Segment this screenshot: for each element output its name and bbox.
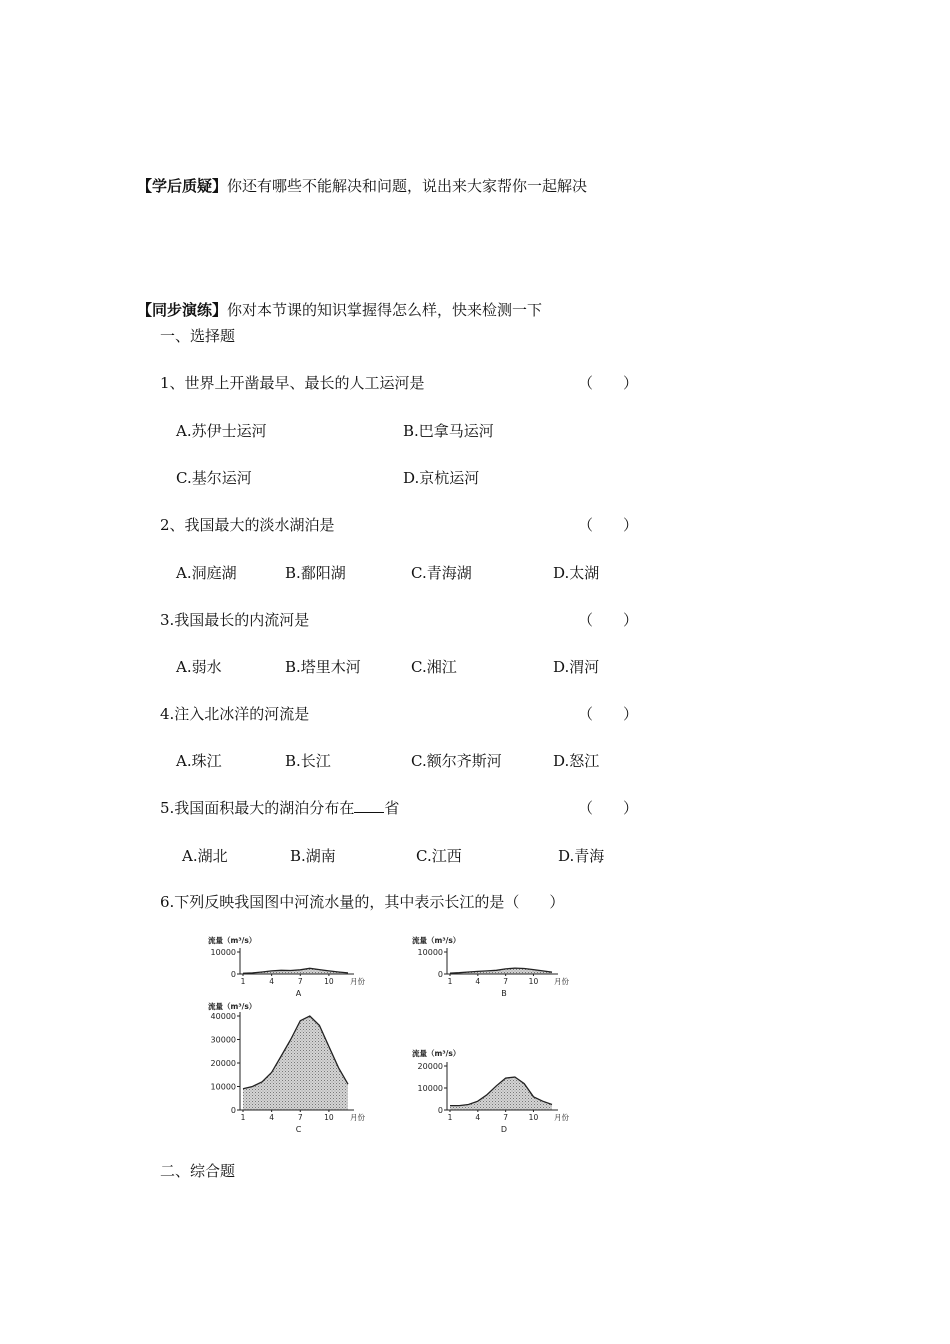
question-5-stem-before: 5.我国面积最大的湖泊分布在 xyxy=(160,799,355,817)
chart-a-x-axis-label: 月份 xyxy=(350,977,365,986)
question-4-option-d: D.怒江 xyxy=(553,752,600,770)
practice-line xyxy=(137,300,542,320)
question-5-stem-after: 省 xyxy=(384,799,400,817)
chart-b xyxy=(412,935,569,998)
chart-a-x-tick-label: 10 xyxy=(324,977,334,986)
question-4-stem: 4.注入北冰洋的河流是 xyxy=(160,705,310,723)
chart-c-line xyxy=(243,1016,348,1089)
section2-title: 二、综合题 xyxy=(160,1162,236,1180)
chart-d-title: D xyxy=(500,1125,508,1134)
chart-d-y-axis-label: 流量（m³/s） xyxy=(412,1049,461,1058)
question-5-option-c: C.江西 xyxy=(416,847,462,865)
chart-c-y-tick-label: 20000 xyxy=(210,1059,236,1068)
question-3-answer-blank: （ ） xyxy=(578,611,639,629)
question-1-option-b: B.巴拿马运河 xyxy=(403,422,494,440)
question-5-option-b: B.湖南 xyxy=(290,847,336,865)
chart-b-area xyxy=(450,968,552,974)
chart-c-area xyxy=(243,1016,348,1110)
chart-c-y-tick-label: 40000 xyxy=(210,1012,236,1021)
chart-a-line xyxy=(243,968,348,973)
question-5-fill-blank xyxy=(354,798,384,813)
question-5-option-a: A.湖北 xyxy=(182,847,228,865)
chart-d xyxy=(412,1048,569,1134)
chart-b-line xyxy=(450,968,552,973)
chart-c-title: C xyxy=(295,1125,302,1134)
question-3-option-d: D.渭河 xyxy=(553,658,600,676)
chart-a-title: A xyxy=(295,989,302,998)
practice-label: 【同步演练】 xyxy=(137,301,228,319)
chart-d-x-tick-label: 7 xyxy=(503,1113,509,1122)
question-4-option-b: B.长江 xyxy=(285,752,331,770)
question-3-option-a: A.弱水 xyxy=(176,658,222,676)
chart-c xyxy=(208,1001,365,1134)
chart-c-y-tick-label: 30000 xyxy=(210,1035,236,1045)
chart-b-title: B xyxy=(501,989,507,998)
chart-c-x-tick-label: 7 xyxy=(297,1113,303,1122)
question-6-stem: 6.下列反映我国图中河流水量的，其中表示长江的是（ ） xyxy=(160,893,565,911)
question-5-stem xyxy=(160,798,399,818)
chart-c-x-tick-label: 1 xyxy=(240,1113,246,1122)
chart-d-x-axis-label: 月份 xyxy=(554,1113,569,1122)
chart-c-y-axis-label: 流量（m³/s） xyxy=(208,1002,257,1011)
chart-d-x-tick-label: 1 xyxy=(447,1113,453,1122)
question-4-answer-blank: （ ） xyxy=(578,705,639,723)
chart-b-x-tick-label: 1 xyxy=(447,977,453,986)
chart-a-y-tick-label: 0 xyxy=(230,970,236,979)
chart-b-x-axis-label: 月份 xyxy=(554,977,569,986)
question-4-option-c: C.额尔齐斯河 xyxy=(411,752,502,770)
chart-a-y-axis-label: 流量（m³/s） xyxy=(208,936,257,945)
chart-d-y-tick-label: 20000 xyxy=(417,1062,443,1071)
chart-d-area xyxy=(450,1077,552,1110)
chart-d-y-tick-label: 10000 xyxy=(417,1084,443,1093)
reflection-line xyxy=(137,176,587,196)
practice-text: 你对本节课的知识掌握得怎么样，快来检测一下 xyxy=(227,301,543,319)
chart-a-x-tick-label: 1 xyxy=(240,977,246,986)
question-2-answer-blank: （ ） xyxy=(578,516,639,534)
chart-b-x-tick-label: 10 xyxy=(528,977,539,986)
question-1-stem: 1、世界上开凿最早、最长的人工运河是 xyxy=(160,374,425,392)
section1-title: 一、选择题 xyxy=(160,327,236,345)
chart-d-x-tick-label: 10 xyxy=(528,1113,539,1122)
chart-a-y-tick-label: 10000 xyxy=(210,948,236,957)
chart-a xyxy=(208,935,365,998)
question-2-option-d: D.太湖 xyxy=(553,564,600,582)
chart-c-y-tick-label: 0 xyxy=(230,1106,236,1115)
chart-d-x-tick-label: 4 xyxy=(475,1113,481,1122)
chart-c-y-tick-label: 10000 xyxy=(210,1082,236,1092)
question-2-option-a: A.洞庭湖 xyxy=(176,564,237,582)
question-2-option-c: C.青海湖 xyxy=(411,564,472,582)
question-2-stem: 2、我国最大的淡水湖泊是 xyxy=(160,516,335,534)
question-3-stem: 3.我国最长的内流河是 xyxy=(160,611,310,629)
question-1-answer-blank: （ ） xyxy=(578,374,639,392)
question-4-option-a: A.珠江 xyxy=(176,752,222,770)
chart-b-y-tick-label: 0 xyxy=(437,970,443,979)
chart-b-x-tick-label: 7 xyxy=(503,977,509,986)
question-1-option-d: D.京杭运河 xyxy=(403,469,480,487)
chart-b-y-tick-label: 10000 xyxy=(417,948,443,957)
chart-d-y-tick-label: 0 xyxy=(437,1106,443,1115)
chart-d-line xyxy=(450,1077,552,1106)
question-2-option-b: B.鄱阳湖 xyxy=(285,564,346,582)
chart-c-x-axis-label: 月份 xyxy=(350,1113,365,1122)
chart-b-y-axis-label: 流量（m³/s） xyxy=(412,936,461,945)
question-1-option-a: A.苏伊士运河 xyxy=(176,422,267,440)
reflection-text: 你还有哪些不能解决和问题，说出来大家帮你一起解决 xyxy=(227,177,588,195)
chart-b-x-tick-label: 4 xyxy=(475,977,481,986)
chart-a-area xyxy=(243,968,348,974)
chart-c-x-tick-label: 10 xyxy=(324,1113,334,1122)
question-5-answer-blank: （ ） xyxy=(578,799,639,817)
question-5-option-d: D.青海 xyxy=(558,847,605,865)
question-3-option-c: C.湘江 xyxy=(411,658,457,676)
chart-c-x-tick-label: 4 xyxy=(269,1113,275,1122)
question-1-option-c: C.基尔运河 xyxy=(176,469,252,487)
chart-a-x-tick-label: 7 xyxy=(297,977,303,986)
reflection-label: 【学后质疑】 xyxy=(137,177,228,195)
question-3-option-b: B.塔里木河 xyxy=(285,658,361,676)
chart-a-x-tick-label: 4 xyxy=(269,977,275,986)
